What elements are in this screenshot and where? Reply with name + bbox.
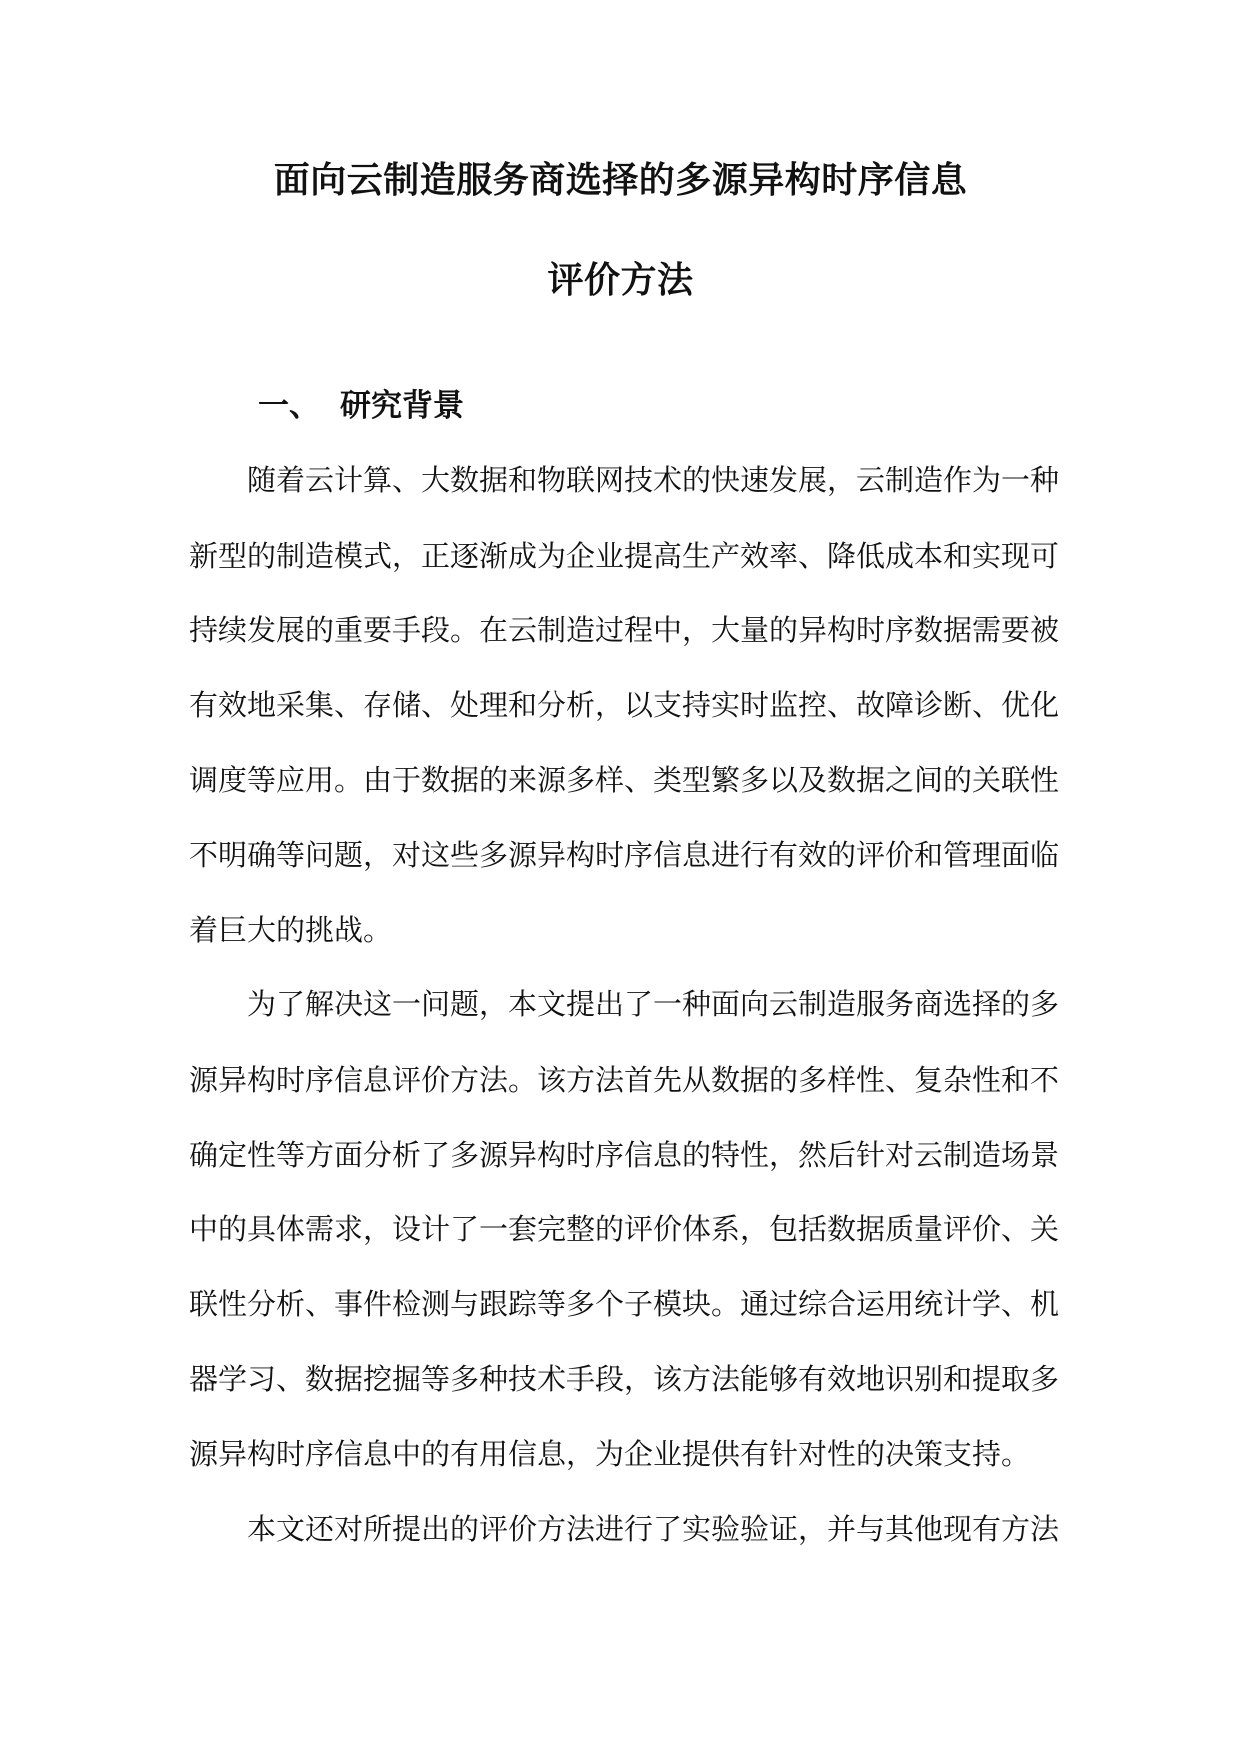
section-number: 一、 (258, 388, 320, 424)
document-title-line-2: 评价方法 (547, 260, 694, 301)
paragraph-line: 随着云计算、大数据和物联网技术的快速发展，云制造作为一种 (247, 463, 1060, 497)
paragraph-line: 持续发展的重要手段。在云制造过程中，大量的异构时序数据需要被 (189, 613, 1060, 647)
paragraph-line: 有效地采集、存储、处理和分析，以支持实时监控、故障诊断、优化 (189, 688, 1060, 722)
paragraph-line: 源异构时序信息评价方法。该方法首先从数据的多样性、复杂性和不 (189, 1063, 1060, 1097)
section-heading (258, 380, 464, 425)
paragraph-line: 不明确等问题，对这些多源异构时序信息进行有效的评价和管理面临 (189, 838, 1060, 872)
paragraph-line: 为了解决这一问题，本文提出了一种面向云制造服务商选择的多 (247, 987, 1060, 1021)
paragraph-line: 本文还对所提出的评价方法进行了实验验证，并与其他现有方法 (247, 1512, 1060, 1546)
paragraph-line: 确定性等方面分析了多源异构时序信息的特性，然后针对云制造场景 (189, 1138, 1060, 1172)
paragraph-line: 联性分析、事件检测与跟踪等多个子模块。通过综合运用统计学、机 (189, 1287, 1060, 1321)
paragraph-line: 源异构时序信息中的有用信息，为企业提供有针对性的决策支持。 (189, 1437, 1031, 1471)
paragraph-line: 新型的制造模式，正逐渐成为企业提高生产效率、降低成本和实现可 (189, 539, 1060, 573)
paragraph-line: 器学习、数据挖掘等多种技术手段，该方法能够有效地识别和提取多 (189, 1362, 1060, 1396)
document-title-line-1: 面向云制造服务商选择的多源异构时序信息 (273, 160, 968, 201)
section-title: 研究背景 (340, 388, 464, 424)
paragraph-line: 中的具体需求，设计了一套完整的评价体系，包括数据质量评价、关 (189, 1212, 1060, 1246)
paragraph-line: 调度等应用。由于数据的来源多样、类型繁多以及数据之间的关联性 (189, 763, 1060, 797)
paragraph-line: 着巨大的挑战。 (189, 913, 393, 947)
